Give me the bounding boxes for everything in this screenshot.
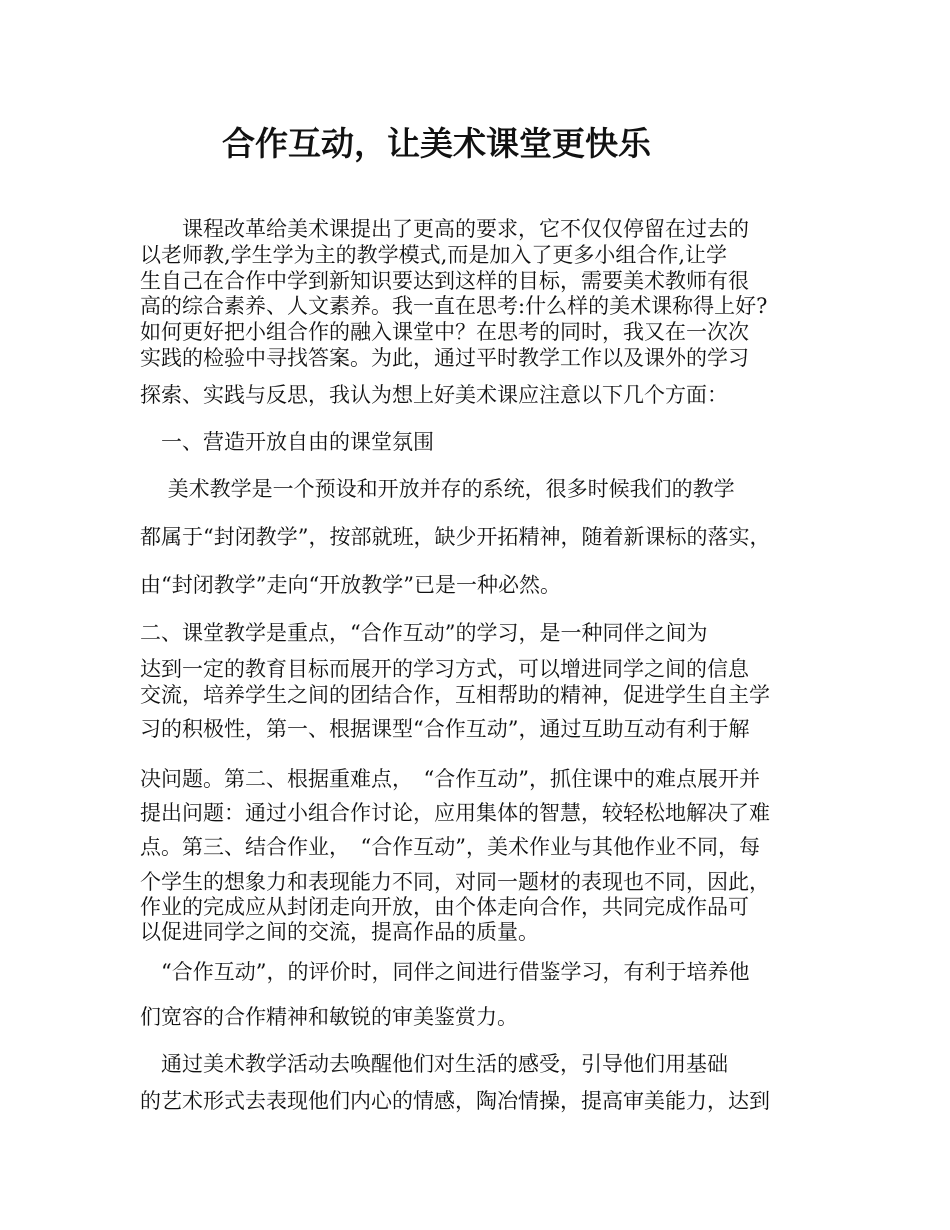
body-line: 课程改革给美术课提出了更高的要求，它不仅仅停留在过去的 bbox=[140, 217, 749, 241]
body-line: 通过美术教学活动去唤醒他们对生活的感受，引导他们用基础 bbox=[140, 1052, 728, 1076]
body-line: 个学生的想象力和表现能力不同，对同一题材的表现也不同，因此， bbox=[140, 870, 770, 894]
body-line: 如何更好把小组合作的融入课堂中？在思考的同时，我又在一次次 bbox=[140, 320, 749, 344]
body-line: 生自己在合作中学到新知识要达到这样的目标，需要美术教师有很 bbox=[140, 269, 749, 293]
body-line: 点。第三、结合作业， “合作互动”，美术作业与其他作业不同，每 bbox=[140, 835, 760, 859]
body-line: “合作互动”，的评价时，同伴之间进行借鉴学习，有利于培养他 bbox=[140, 960, 750, 984]
body-line: 都属于“封闭教学”，按部就班，缺少开拓精神，随着新课标的落实， bbox=[140, 525, 771, 549]
body-line: 探索、实践与反思，我认为想上好美术课应注意以下几个方面： bbox=[140, 383, 728, 407]
body-line: 二、课堂教学是重点，“合作互动”的学习，是一种同伴之间为 bbox=[140, 621, 708, 645]
body-line: 习的积极性，第一、根据课型“合作互动”，通过互助互动有利于解 bbox=[140, 717, 750, 741]
body-line: 作业的完成应从封闭走向开放，由个体走向合作，共同完成作品可 bbox=[140, 895, 749, 919]
body-line: 的艺术形式去表现他们内心的情感，陶冶情操，提高审美能力，达到 bbox=[140, 1089, 770, 1113]
body-line: 美术教学是一个预设和开放并存的系统，很多时候我们的教学 bbox=[140, 477, 735, 501]
body-line: 决问题。第二、根据重难点， “合作互动”，抓住课中的难点展开并 bbox=[140, 767, 760, 791]
body-line: 高的综合素养、人文素养。我一直在思考:什么样的美术课称得上好? bbox=[140, 294, 768, 318]
body-line: 以老师教,学生学为主的教学模式,而是加入了更多小组合作,让学 bbox=[140, 243, 728, 267]
document-title: 合作互动，让美术课堂更快乐 bbox=[222, 124, 651, 163]
section-heading: 一、营造开放自由的课堂氛围 bbox=[140, 430, 434, 454]
body-line: 提出问题：通过小组合作讨论，应用集体的智慧，较轻松地解决了难 bbox=[140, 801, 770, 825]
body-line: 们宽容的合作精神和敏锐的审美鉴赏力。 bbox=[140, 1005, 518, 1029]
body-line: 以促进同学之间的交流，提高作品的质量。 bbox=[140, 920, 539, 944]
body-line: 达到一定的教育目标而展开的学习方式，可以增进同学之间的信息 bbox=[140, 657, 749, 681]
body-line: 实践的检验中寻找答案。为此，通过平时教学工作以及课外的学习 bbox=[140, 346, 749, 370]
body-line: 交流，培养学生之间的团结合作，互相帮助的精神，促进学生自主学 bbox=[140, 683, 770, 707]
body-line: 由“封闭教学”走向“开放教学”已是一种必然。 bbox=[140, 573, 561, 597]
